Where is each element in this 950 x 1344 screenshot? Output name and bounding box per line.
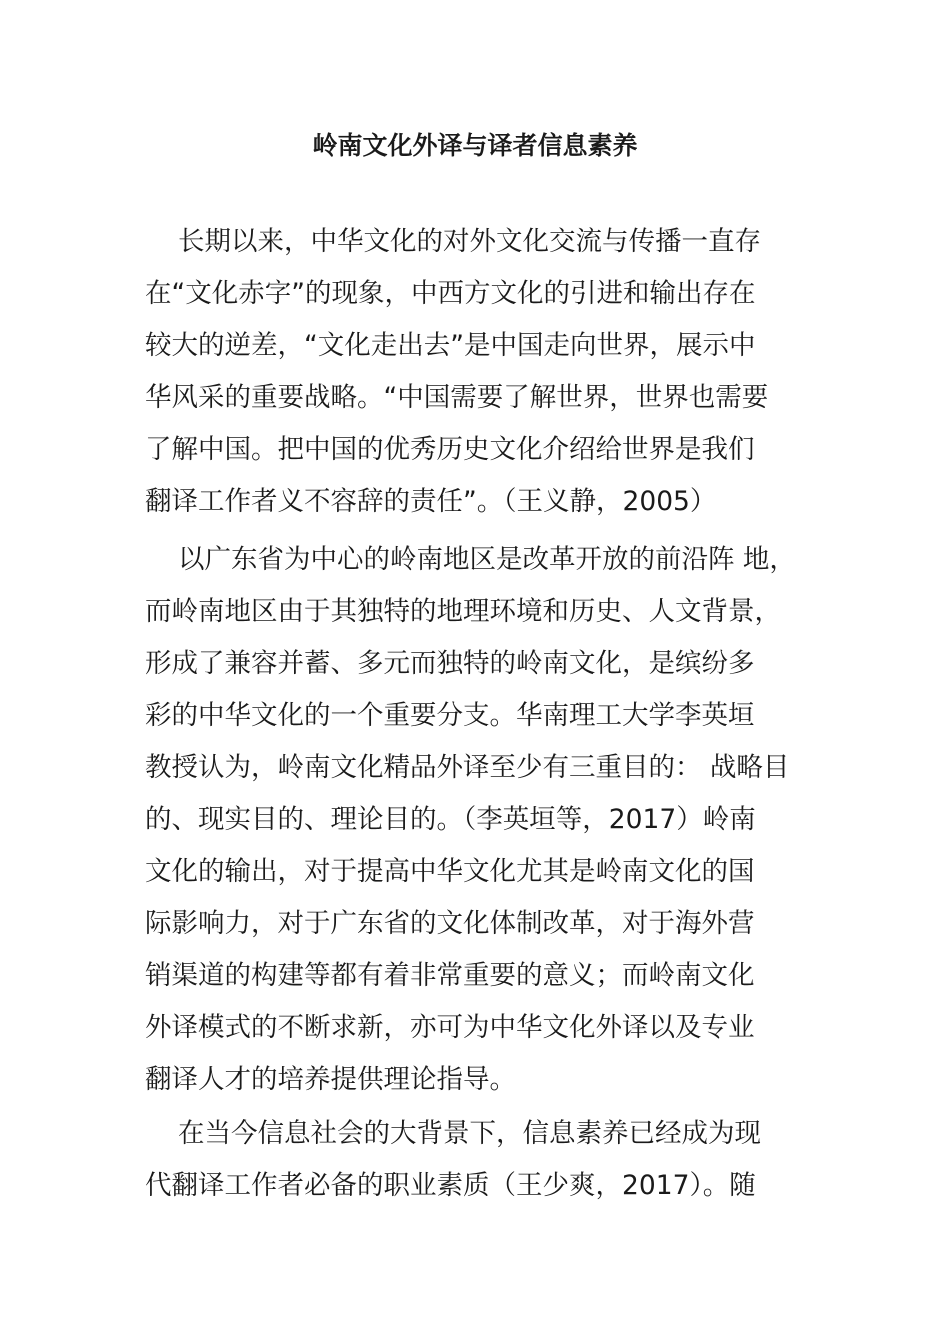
paragraph-1 [145,216,845,528]
paragraph-line: 翻译工作者义不容辞的责任”。（王义静，2005） [145,486,717,517]
paragraph-line: 翻译人才的培养提供理论指导。 [145,1064,516,1095]
paragraph-line: 代翻译工作者必备的职业素质（王少爽，2017）。随 [145,1170,756,1201]
paragraph-line: 的、现实目的、理论目的。（李英垣等，2017）岭南 [145,804,756,835]
paragraph-2 [145,534,845,1106]
paragraph-line: 长期以来，中华文化的对外文化交流与传播一直存 [178,226,761,257]
paragraph-line: 际影响力，对于广东省的文化体制改革，对于海外营 [145,908,755,939]
paragraph-line: 销渠道的构建等都有着非常重要的意义；而岭南文化 [145,960,755,991]
paragraph-line: 了解中国。把中国的优秀历史文化介绍给世界是我们 [145,434,755,465]
paragraph-line: 形成了兼容并蓄、多元而独特的岭南文化，是缤纷多 [145,648,755,679]
paragraph-line: 在“文化赤字”的现象，中西方文化的引进和输出存在 [145,278,756,309]
paragraph-line: 外译模式的不断求新，亦可为中华文化外译以及专业 [145,1012,755,1043]
paragraph-line: 较大的逆差，“文化走出去”是中国走向世界，展示中 [145,330,756,361]
paragraph-line: 彩的中华文化的一个重要分支。华南理工大学李英垣 [145,700,755,731]
paragraph-line: 教授认为，岭南文化精品外译至少有三重目的： 战略目 [145,752,790,783]
paragraph-3 [145,1108,845,1212]
paragraph-line: 以广东省为中心的岭南地区是改革开放的前沿阵 地， [178,544,796,575]
paragraph-line: 华风采的重要战略。“中国需要了解世界，世界也需要 [145,382,769,413]
document-title: 岭南文化外译与译者信息素养 [312,131,638,160]
paragraph-line: 文化的输出，对于提高中华文化尤其是岭南文化的国 [145,856,755,887]
paragraph-line: 而岭南地区由于其独特的地理环境和历史、人文背景， [145,596,781,627]
paragraph-line: 在当今信息社会的大背景下，信息素养已经成为现 [178,1118,761,1149]
